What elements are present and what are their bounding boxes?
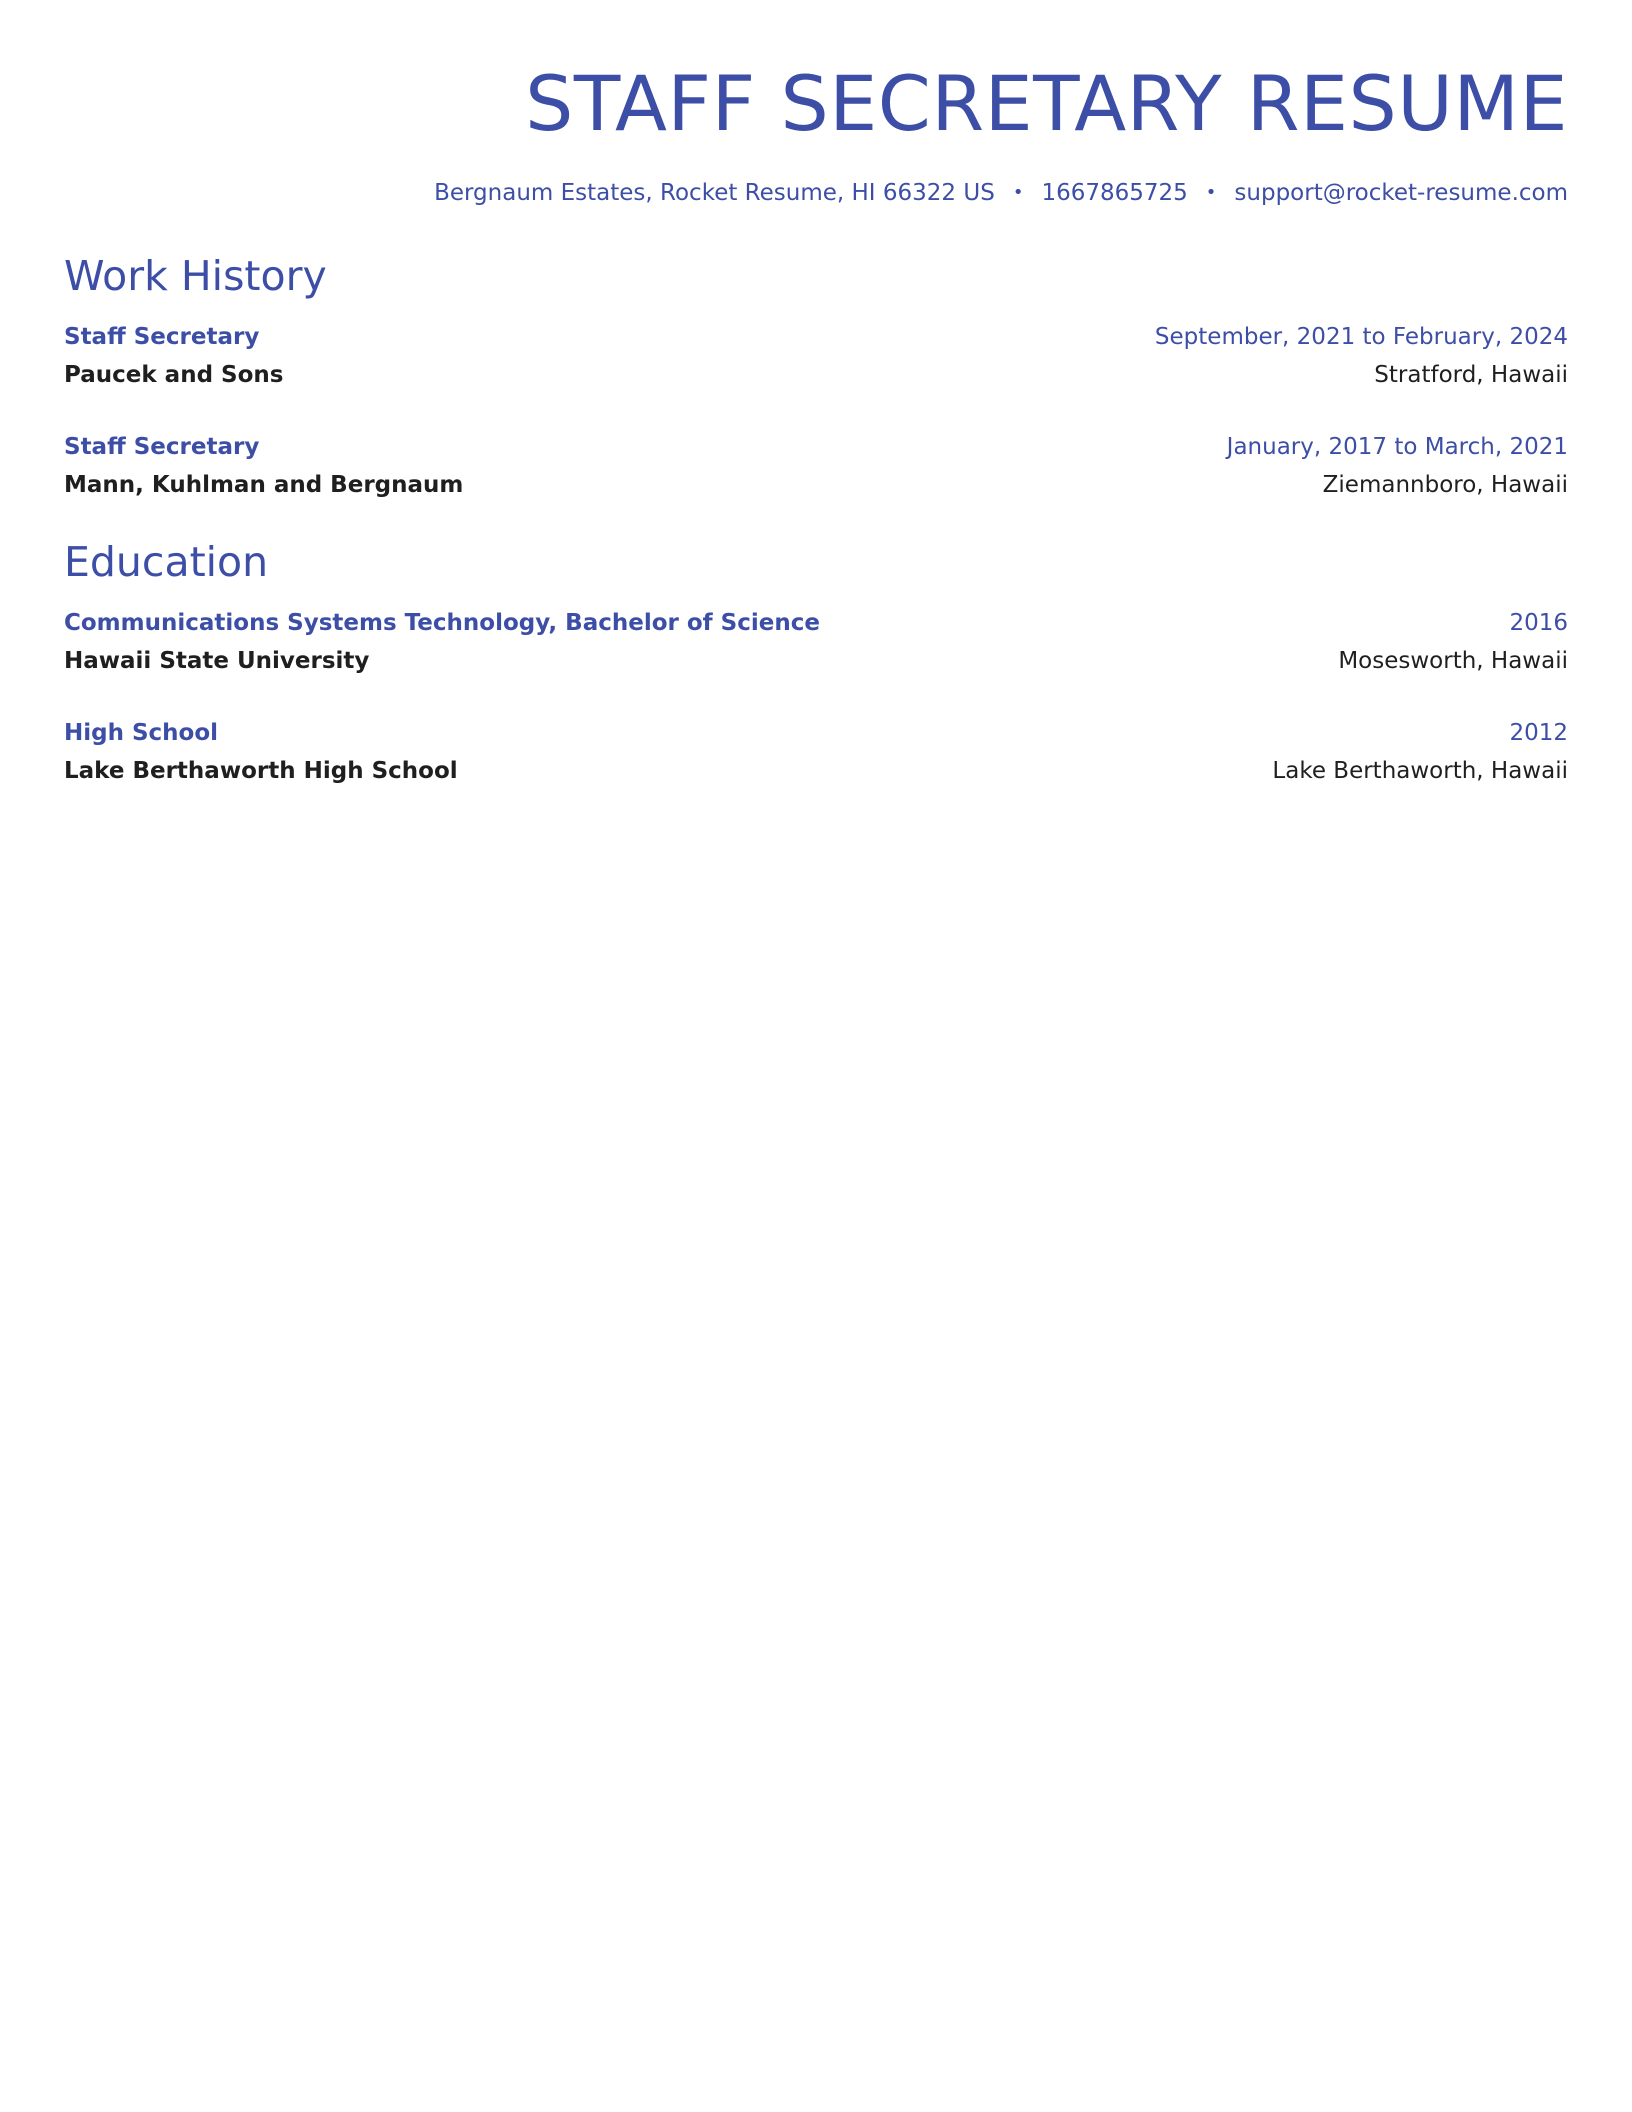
work-entry-subheader	[64, 356, 1568, 394]
work-entry-header	[64, 428, 1568, 466]
job-title: Staff Secretary	[64, 324, 260, 350]
degree-name: High School	[64, 720, 219, 746]
school-name: Lake Berthaworth High School	[64, 758, 458, 784]
job-dates: January, 2017 to March, 2021	[1226, 434, 1568, 460]
contact-email[interactable]: support@rocket-resume.com	[1234, 180, 1568, 206]
school-location: Mosesworth, Hawaii	[1338, 648, 1568, 674]
company-name: Paucek and Sons	[64, 362, 284, 388]
graduation-year: 2016	[1509, 610, 1568, 636]
job-title: Staff Secretary	[64, 434, 260, 460]
education-entry	[64, 604, 1568, 680]
work-entry	[64, 428, 1568, 504]
job-dates: September, 2021 to February, 2024	[1154, 324, 1568, 350]
contact-separator: •	[1205, 182, 1217, 203]
work-entry-subheader	[64, 466, 1568, 504]
resume-title: STAFF SECRETARY RESUME	[525, 59, 1568, 148]
work-history-heading: Work History	[64, 252, 327, 300]
contact-separator: •	[1012, 182, 1024, 203]
job-location: Ziemannboro, Hawaii	[1322, 472, 1568, 498]
school-location: Lake Berthaworth, Hawaii	[1272, 758, 1568, 784]
education-entry	[64, 714, 1568, 790]
job-location: Stratford, Hawaii	[1374, 362, 1568, 388]
education-heading: Education	[64, 538, 269, 586]
education-entry-subheader	[64, 752, 1568, 790]
resume-page	[64, 0, 1568, 790]
education-entry-header	[64, 604, 1568, 642]
contact-phone: 1667865725	[1041, 180, 1188, 206]
education-entry-header	[64, 714, 1568, 752]
work-entry-header	[64, 318, 1568, 356]
graduation-year: 2012	[1509, 720, 1568, 746]
company-name: Mann, Kuhlman and Bergnaum	[64, 472, 464, 498]
contact-line	[64, 178, 1568, 208]
school-name: Hawaii State University	[64, 648, 370, 674]
contact-address: Bergnaum Estates, Rocket Resume, HI 66322 US	[434, 180, 995, 206]
degree-name: Communications Systems Technology, Bachelor of Science	[64, 610, 820, 636]
education-entry-subheader	[64, 642, 1568, 680]
work-entry	[64, 318, 1568, 394]
